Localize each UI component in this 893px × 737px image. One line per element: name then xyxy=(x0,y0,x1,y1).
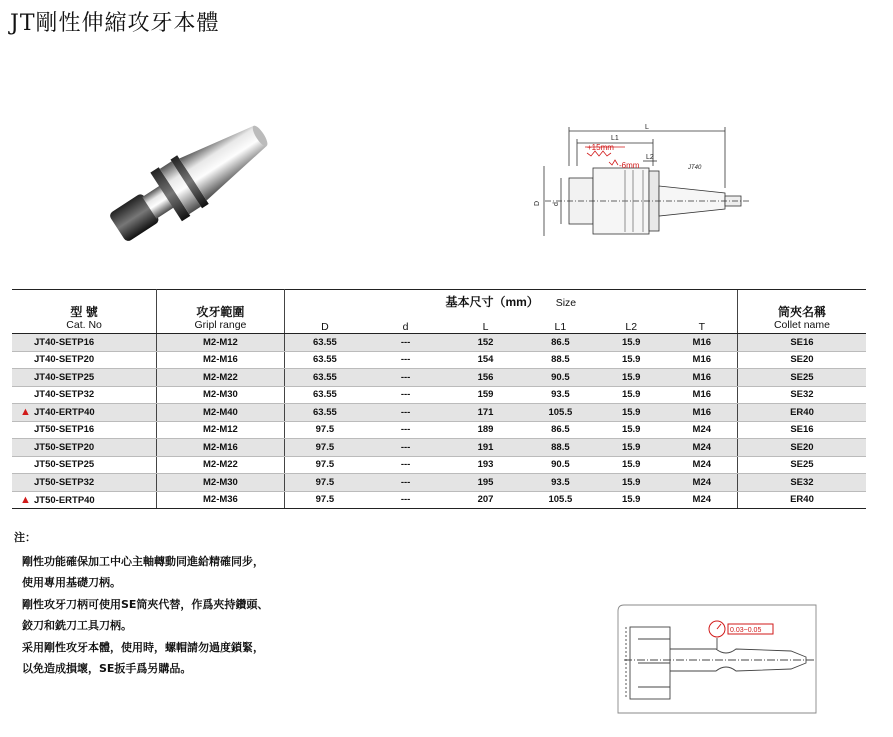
cell-l: 195 xyxy=(446,474,525,492)
cell-l1: 105.5 xyxy=(525,491,596,509)
cell-d: --- xyxy=(365,491,446,509)
warning-triangle-icon: ▲ xyxy=(20,406,31,419)
col-header-L1: L1 xyxy=(525,312,596,334)
cell-model xyxy=(12,421,157,439)
cell-l1: 88.5 xyxy=(525,351,596,369)
cell-range: M2-M22 xyxy=(157,369,284,387)
cell-t: M24 xyxy=(667,456,738,474)
cell-range: M2-M30 xyxy=(157,386,284,404)
cell-range: M2-M16 xyxy=(157,351,284,369)
table-row xyxy=(12,369,866,387)
spec-table xyxy=(12,289,866,509)
model-number: JT40-SETP32 xyxy=(34,389,95,401)
cell-l2: 15.9 xyxy=(596,404,667,422)
cell-l2: 15.9 xyxy=(596,369,667,387)
dim-L2: L2 xyxy=(646,154,654,161)
model-number: JT50-SETP25 xyxy=(34,459,95,471)
cell-l2: 15.9 xyxy=(596,386,667,404)
cell-d: --- xyxy=(365,369,446,387)
cell-t: M16 xyxy=(667,386,738,404)
cell-d: --- xyxy=(365,456,446,474)
cell-l2: 15.9 xyxy=(596,456,667,474)
cell-d: 63.55 xyxy=(284,404,365,422)
dim-d: d xyxy=(553,202,560,206)
cell-t: M24 xyxy=(667,439,738,457)
cell-d: 97.5 xyxy=(284,491,365,509)
table-row xyxy=(12,491,866,509)
model-number: JT40-SETP16 xyxy=(34,336,95,348)
cell-model xyxy=(12,456,157,474)
table-row xyxy=(12,351,866,369)
col-header-model: 型 號 Cat. No xyxy=(12,290,157,334)
cell-t: M24 xyxy=(667,421,738,439)
cell-l2: 15.9 xyxy=(596,439,667,457)
cell-t: M24 xyxy=(667,491,738,509)
cell-d: --- xyxy=(365,334,446,352)
cell-collet: SE25 xyxy=(737,456,866,474)
col-header-L: L xyxy=(446,312,525,334)
cell-model xyxy=(12,386,157,404)
cell-collet: SE32 xyxy=(737,386,866,404)
spec-table-body xyxy=(12,334,866,509)
cell-d: --- xyxy=(365,351,446,369)
cell-d: 63.55 xyxy=(284,351,365,369)
cell-d: 63.55 xyxy=(284,369,365,387)
cell-l: 193 xyxy=(446,456,525,474)
note-line: 剛性攻牙刀柄可使用SE筒夾代替，作爲夾持鑽頭、 xyxy=(22,597,269,611)
cell-t: M16 xyxy=(667,334,738,352)
cell-model xyxy=(12,404,157,422)
table-row xyxy=(12,386,866,404)
table-row xyxy=(12,439,866,457)
note-line: 使用專用基礎刀柄。 xyxy=(22,576,121,589)
cell-d: --- xyxy=(365,474,446,492)
cell-l1: 90.5 xyxy=(525,456,596,474)
cell-model xyxy=(12,351,157,369)
model-number: JT50-SETP16 xyxy=(34,424,95,436)
cell-d: 63.55 xyxy=(284,386,365,404)
cell-d: 97.5 xyxy=(284,421,365,439)
note-line: 采用剛性攻牙本體，使用時，螺帽請勿過度鎖緊， xyxy=(22,640,264,654)
page-title: JT剛性伸縮攻牙本體 xyxy=(10,11,220,36)
table-row xyxy=(12,334,866,352)
notes xyxy=(14,527,268,680)
dim-L: L xyxy=(645,124,649,131)
cell-range: M2-M30 xyxy=(157,474,284,492)
cell-l1: 90.5 xyxy=(525,369,596,387)
cell-d: --- xyxy=(365,439,446,457)
cell-l: 154 xyxy=(446,351,525,369)
note-line: 以免造成損壞，SE扳手爲另購品。 xyxy=(22,662,192,675)
cell-l: 191 xyxy=(446,439,525,457)
cell-l1: 86.5 xyxy=(525,334,596,352)
dimension-drawing xyxy=(525,118,755,243)
cell-t: M16 xyxy=(667,369,738,387)
cell-range: M2-M40 xyxy=(157,404,284,422)
cell-d: --- xyxy=(365,421,446,439)
cell-d: 97.5 xyxy=(284,456,365,474)
cell-l1: 93.5 xyxy=(525,386,596,404)
cell-collet: SE16 xyxy=(737,421,866,439)
cell-model xyxy=(12,369,157,387)
tap-holder-photo xyxy=(96,112,286,247)
cell-collet: SE20 xyxy=(737,351,866,369)
cell-l: 156 xyxy=(446,369,525,387)
cell-l1: 86.5 xyxy=(525,421,596,439)
note-line: 鉸刀和銑刀工具刀柄。 xyxy=(22,619,132,632)
cell-range: M2-M12 xyxy=(157,421,284,439)
cell-l: 189 xyxy=(446,421,525,439)
cell-l2: 15.9 xyxy=(596,334,667,352)
cell-t: M16 xyxy=(667,404,738,422)
col-header-d: d xyxy=(365,312,446,334)
note-line: 剛性功能確保加工中心主軸轉動同進給精確同步， xyxy=(22,554,264,568)
warning-triangle-icon: ▲ xyxy=(20,493,31,506)
cell-d: --- xyxy=(365,404,446,422)
cell-collet: ER40 xyxy=(737,404,866,422)
cell-collet: ER40 xyxy=(737,491,866,509)
cell-range: M2-M12 xyxy=(157,334,284,352)
cell-l: 207 xyxy=(446,491,525,509)
col-header-range: 攻牙範圍 Gripl range xyxy=(157,290,284,334)
col-header-D: D xyxy=(284,312,365,334)
table-row xyxy=(12,404,866,422)
taper-label: JT40 xyxy=(688,165,702,171)
cell-l2: 15.9 xyxy=(596,491,667,509)
cell-l1: 93.5 xyxy=(525,474,596,492)
col-header-T: T xyxy=(667,312,738,334)
cell-d: 97.5 xyxy=(284,474,365,492)
cell-l2: 15.9 xyxy=(596,351,667,369)
cell-range: M2-M22 xyxy=(157,456,284,474)
cell-d: 63.55 xyxy=(284,334,365,352)
runout-detail-drawing xyxy=(616,603,821,715)
cell-l1: 105.5 xyxy=(525,404,596,422)
cell-collet: SE16 xyxy=(737,334,866,352)
cell-model xyxy=(12,491,157,509)
dim-L1: L1 xyxy=(611,135,619,142)
cell-l: 171 xyxy=(446,404,525,422)
cell-model xyxy=(12,474,157,492)
cell-range: M2-M36 xyxy=(157,491,284,509)
model-number: JT40-SETP25 xyxy=(34,371,95,383)
col-header-collet: 筒夾名稱 Collet name xyxy=(737,290,866,334)
table-row xyxy=(12,421,866,439)
model-number: JT40-SETP20 xyxy=(34,354,95,366)
runout-tolerance: 0.03~0.05 xyxy=(730,627,762,634)
table-row xyxy=(12,474,866,492)
cell-l1: 88.5 xyxy=(525,439,596,457)
cell-l2: 15.9 xyxy=(596,421,667,439)
dim-D: D xyxy=(534,200,541,206)
retract-label: -6mm xyxy=(619,161,640,170)
cell-l: 152 xyxy=(446,334,525,352)
model-number: JT50-SETP20 xyxy=(34,441,95,453)
model-number: JT40-ERTP40 xyxy=(34,407,95,419)
cell-l2: 15.9 xyxy=(596,474,667,492)
model-number: JT50-ERTP40 xyxy=(34,494,95,506)
cell-collet: SE20 xyxy=(737,439,866,457)
table-row xyxy=(12,456,866,474)
cell-t: M16 xyxy=(667,351,738,369)
cell-model xyxy=(12,439,157,457)
cell-collet: SE25 xyxy=(737,369,866,387)
cell-d: --- xyxy=(365,386,446,404)
cell-model xyxy=(12,334,157,352)
cell-d: 97.5 xyxy=(284,439,365,457)
model-number: JT50-SETP32 xyxy=(34,476,95,488)
cell-t: M24 xyxy=(667,474,738,492)
cell-collet: SE32 xyxy=(737,474,866,492)
cell-l: 159 xyxy=(446,386,525,404)
col-header-size: 基本尺寸（mm） Size xyxy=(284,290,737,313)
col-header-L2: L2 xyxy=(596,312,667,334)
notes-label: 注： xyxy=(14,531,36,544)
extend-label: +15mm xyxy=(587,143,614,152)
cell-range: M2-M16 xyxy=(157,439,284,457)
